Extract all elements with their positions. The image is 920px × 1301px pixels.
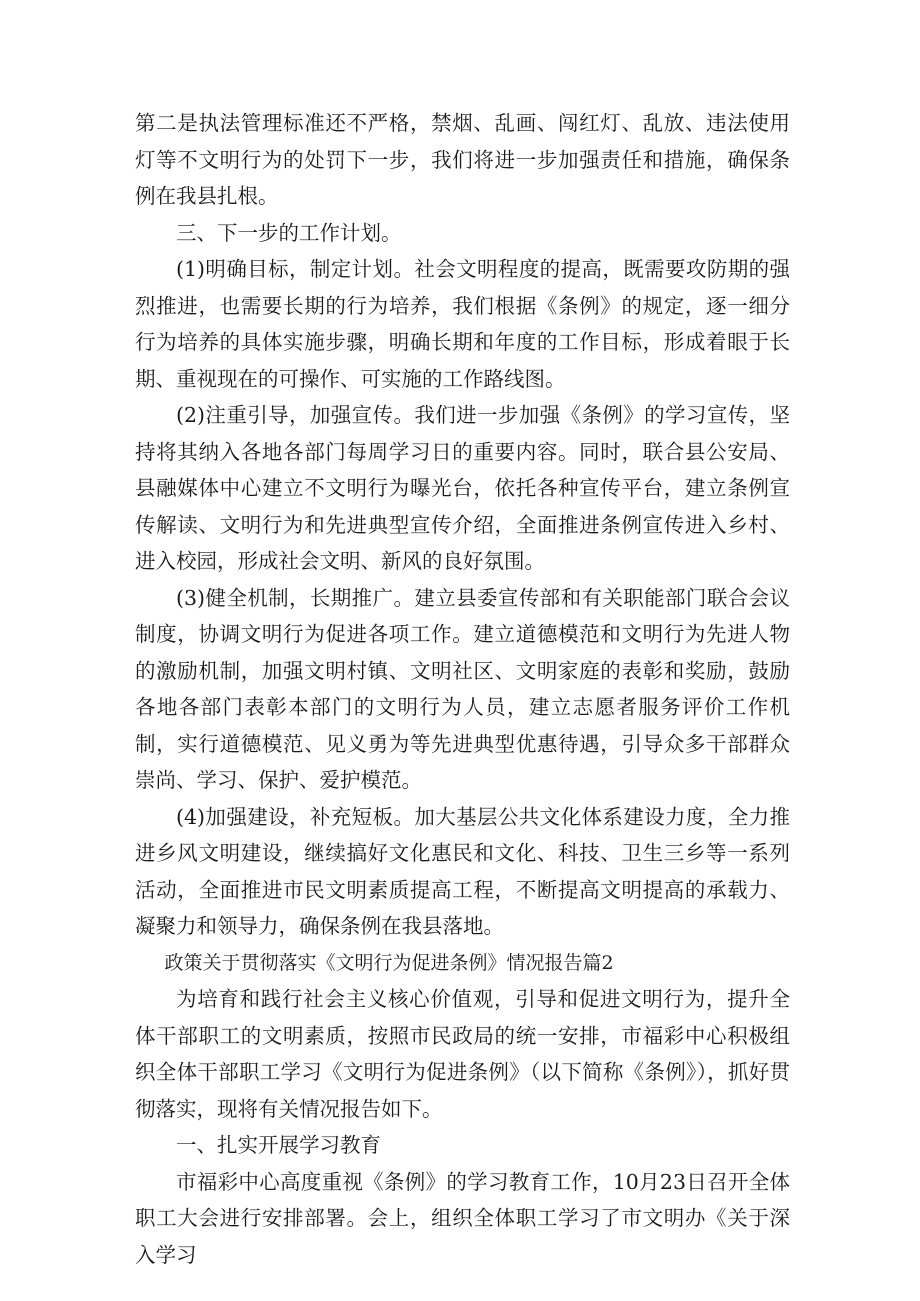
paragraph-plan-item-1: (1)明确目标，制定计划。社会文明程度的提高，既需要攻防期的强烈推进，也需要长期的行为培养，我们根据《条例》的规定，逐一细分行为培养的具体实施步骤，明确长期和年度的工作目标，形成着眼于长期、重视现在的可操作、可实施的工作路线图。 [135, 257, 790, 391]
document-body [135, 105, 790, 1273]
paragraph-plan-item-2: (2)注重引导，加强宣传。我们进一步加强《条例》的学习宣传，坚持将其纳入各地各部门每周学习日的重要内容。同时，联合县公安局、县融媒体中心建立不文明行为曝光台，依托各种宣传平台，建立条例宣传解读、文明行为和先进典型宣传介绍，全面推进条例宣传进入乡村、进入校园，形成社会文明、新风的良好氛围。 [135, 403, 790, 573]
section-heading-study-education: 一、扎实开展学习教育 [176, 1133, 381, 1157]
paragraph-plan-item-4: (4)加强建设，补充短板。加大基层公共文化体系建设力度，全力推进乡风文明建设，继续搞好文化惠民和文化、科技、卫生三乡等一系列活动，全面推进市民文明素质提高工程，不断提高文明提高的承载力、凝聚力和领导力，确保条例在我县落地。 [135, 804, 790, 938]
report-title-part-2: 政策关于贯彻落实《文明行为促进条例》情况报告篇2 [164, 951, 614, 974]
paragraph-report-intro: 为培育和践行社会主义核心价值观，引导和促进文明行为，提升全体干部职工的文明素质，按照市民政局的统一安排，市福彩中心积极组织全体干部职工学习《文明行为促进条例》（以下简称《条例》），抓好贯彻落实，现将有关情况报告如下。 [135, 987, 790, 1121]
paragraph-violation-issues: 第二是执法管理标准还不严格，禁烟、乱画、闯红灯、乱放、违法使用灯等不文明行为的处罚下一步，我们将进一步加强责任和措施，确保条例在我县扎根。 [135, 111, 790, 208]
paragraph-plan-item-3: (3)健全机制，长期推广。建立县委宣传部和有关职能部门联合会议制度，协调文明行为促进各项工作。建立道德模范和文明行为先进人物的激励机制，加强文明村镇、文明社区、文明家庭的表彰和奖励，鼓励各地各部门表彰本部门的文明行为人员，建立志愿者服务评价工作机制，实行道德模范、见义勇为等先进典型优惠待遇，引导众多干部群众崇尚、学习、保护、爱护模范。 [135, 585, 790, 792]
section-heading-next-steps: 三、下一步的工作计划。 [176, 220, 402, 245]
paragraph-study-details: 市福彩中心高度重视《条例》的学习教育工作，10月23日召开全体职工大会进行安排部署。会上，组织全体职工学习了市文明办《关于深入学习 [135, 1169, 790, 1267]
